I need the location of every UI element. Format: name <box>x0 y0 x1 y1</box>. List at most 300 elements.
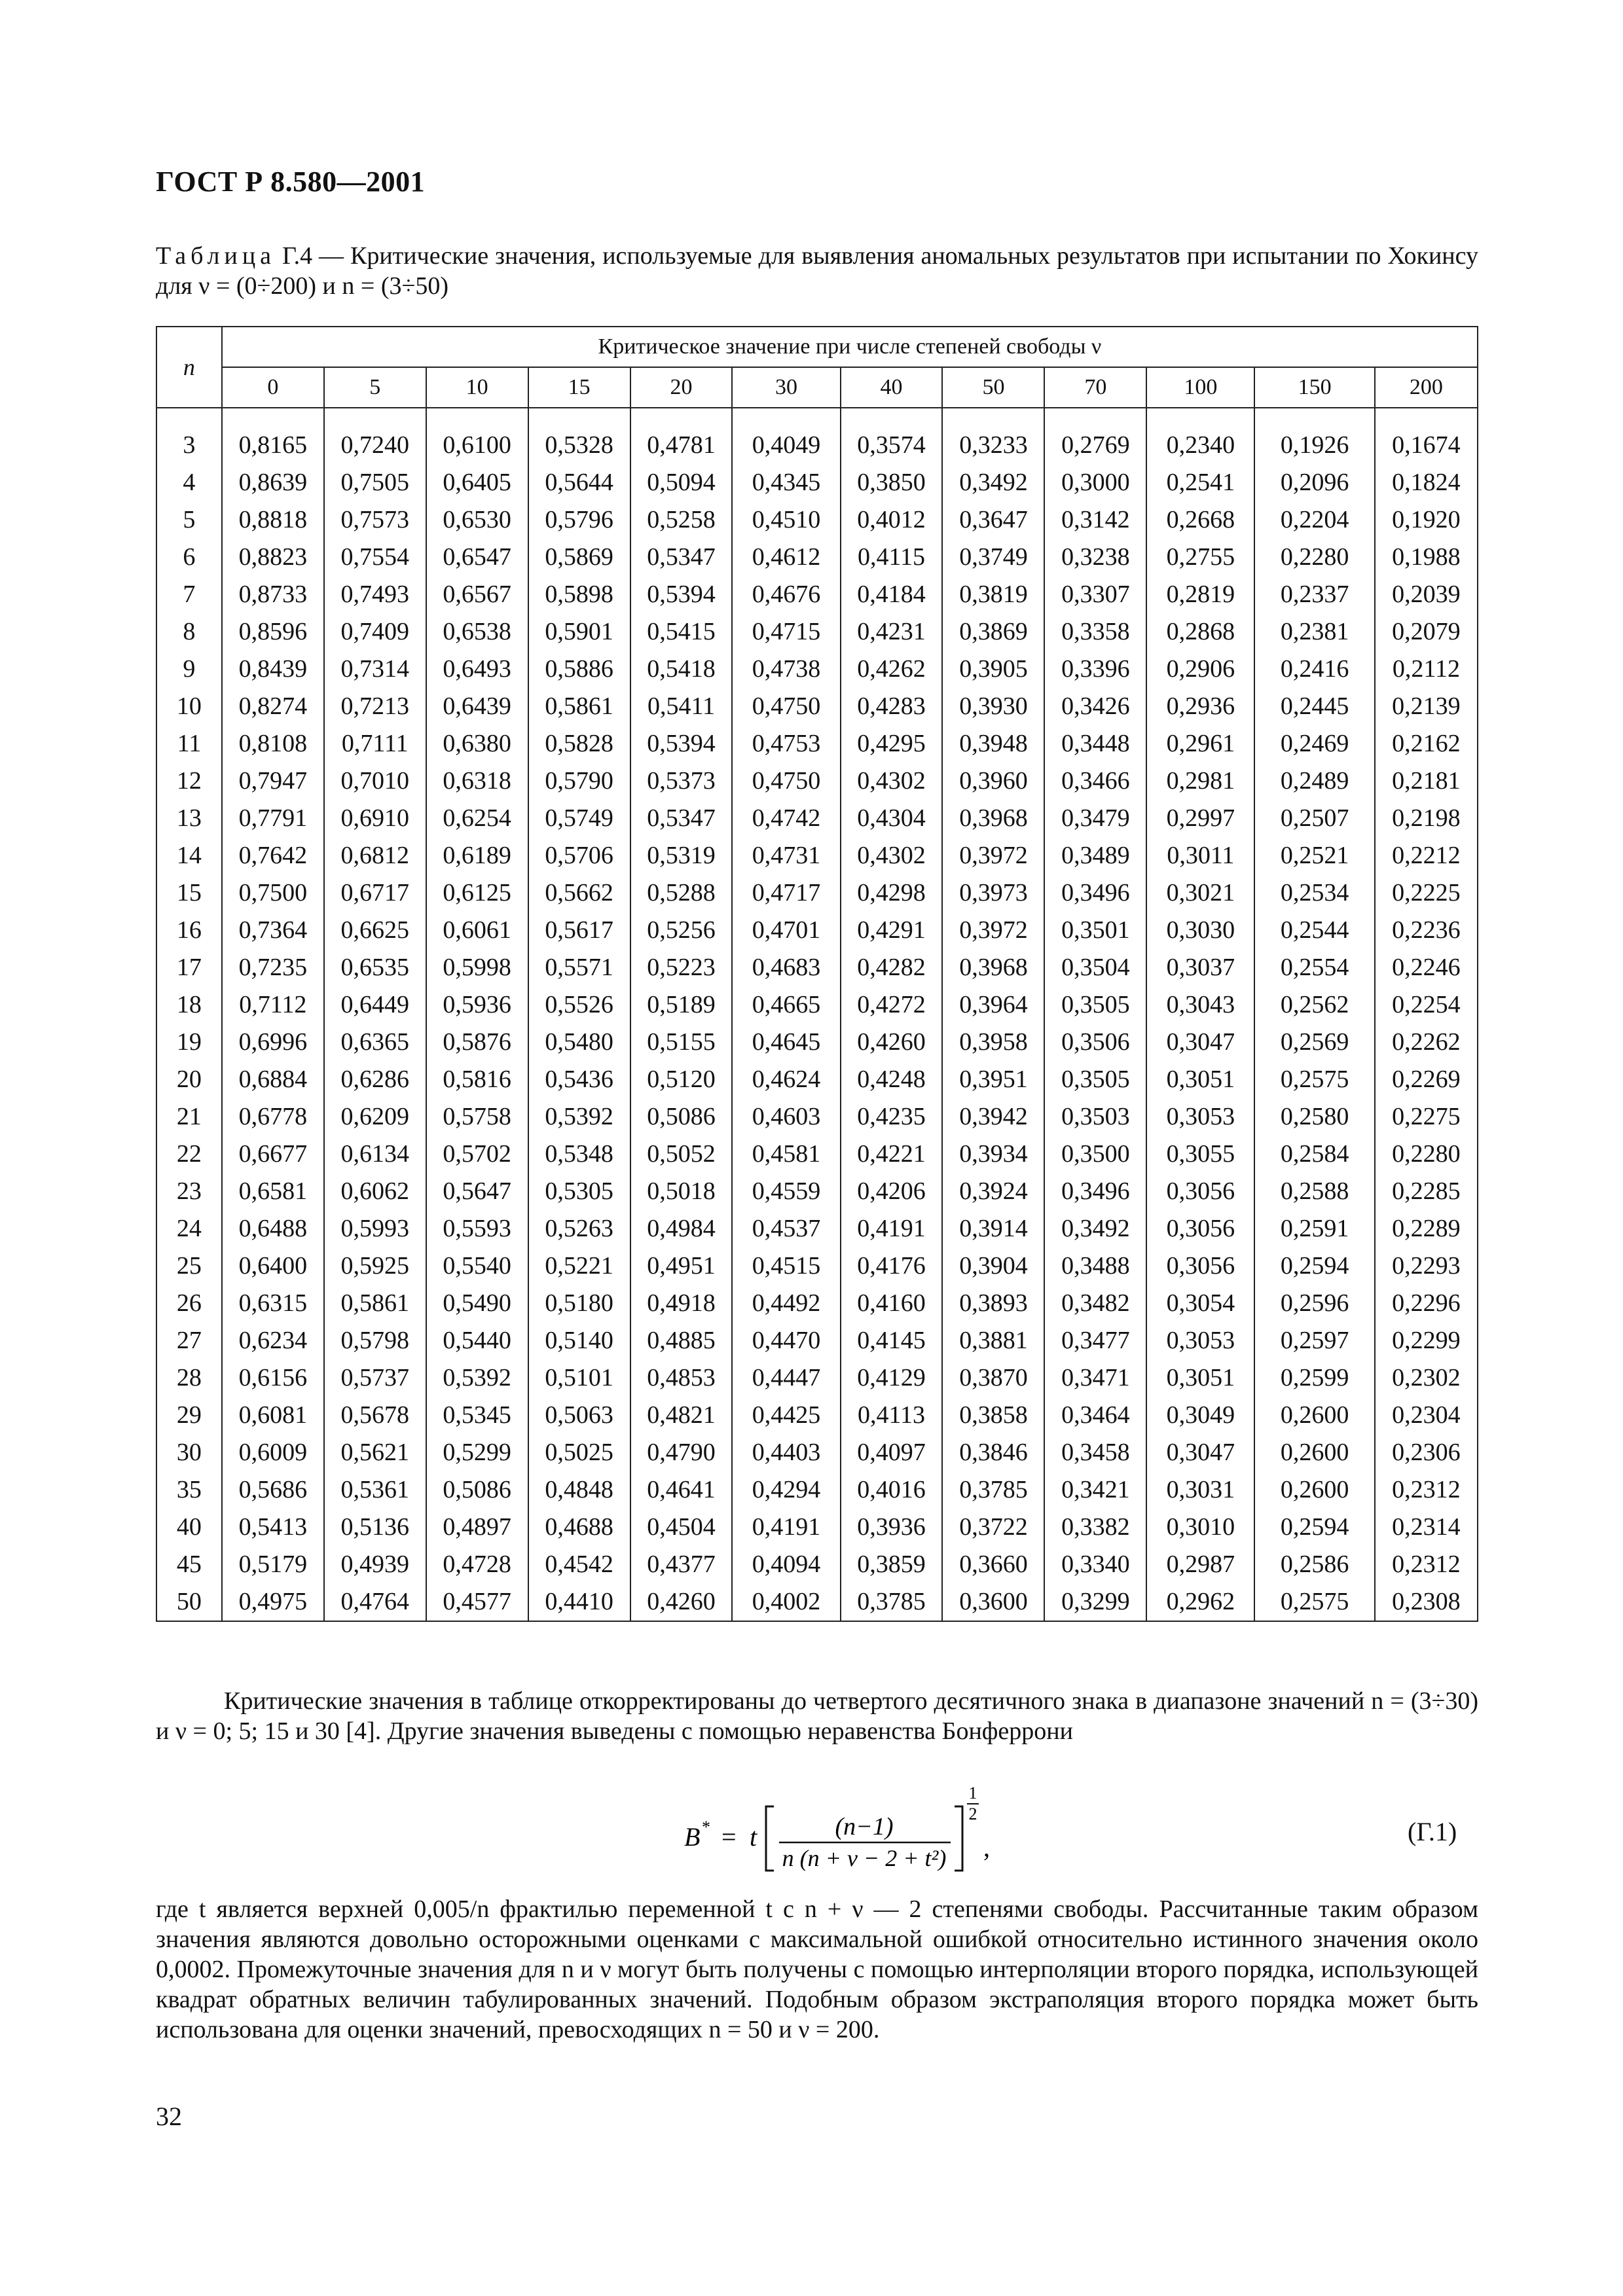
value-cell: 0,3924 <box>942 1173 1044 1210</box>
value-cell: 0,7791 <box>222 800 324 837</box>
value-cell: 0,3233 <box>942 427 1044 464</box>
value-cell: 0,4016 <box>841 1471 943 1509</box>
value-cell: 0,3505 <box>1044 986 1146 1024</box>
value-cell: 0,3936 <box>841 1509 943 1546</box>
row-n-cell: 50 <box>156 1583 222 1621</box>
value-cell: 0,7505 <box>324 464 426 501</box>
document-title: ГОСТ Р 8.580—2001 <box>156 166 426 198</box>
value-cell: 0,5094 <box>630 464 733 501</box>
value-cell: 0,2262 <box>1375 1024 1478 1061</box>
value-cell: 0,3505 <box>1044 1061 1146 1098</box>
value-cell: 0,2906 <box>1146 651 1254 688</box>
value-cell: 0,5540 <box>426 1247 528 1285</box>
value-cell: 0,5086 <box>426 1471 528 1509</box>
exponent-numerator: 1 <box>968 1784 977 1803</box>
value-cell: 0,2600 <box>1254 1397 1374 1434</box>
value-cell: 0,2586 <box>1254 1546 1374 1583</box>
value-cell: 0,5490 <box>426 1285 528 1322</box>
value-cell: 0,3600 <box>942 1583 1044 1621</box>
value-cell: 0,6318 <box>426 762 528 800</box>
value-cell: 0,4248 <box>841 1061 943 1098</box>
value-cell: 0,2296 <box>1375 1285 1478 1322</box>
value-cell: 0,3960 <box>942 762 1044 800</box>
value-cell: 0,1988 <box>1375 539 1478 576</box>
value-cell: 0,2246 <box>1375 949 1478 986</box>
value-cell: 0,3951 <box>942 1061 1044 1098</box>
value-cell: 0,5998 <box>426 949 528 986</box>
value-cell: 0,2293 <box>1375 1247 1478 1285</box>
nu-header-cell: 40 <box>841 367 943 408</box>
value-cell: 0,5140 <box>528 1322 630 1359</box>
value-cell: 0,3964 <box>942 986 1044 1024</box>
value-cell: 0,3858 <box>942 1397 1044 1434</box>
value-cell: 0,4410 <box>528 1583 630 1621</box>
value-cell: 0,5223 <box>630 949 733 986</box>
nu-header-cell: 15 <box>528 367 630 408</box>
value-cell: 0,1920 <box>1375 501 1478 539</box>
value-cell: 0,2489 <box>1254 762 1374 800</box>
value-cell: 0,5647 <box>426 1173 528 1210</box>
value-cell: 0,4753 <box>732 725 840 762</box>
value-cell: 0,2554 <box>1254 949 1374 986</box>
value-cell: 0,2302 <box>1375 1359 1478 1397</box>
value-cell: 0,7240 <box>324 427 426 464</box>
value-cell: 0,3893 <box>942 1285 1044 1322</box>
value-cell: 0,4717 <box>732 874 840 912</box>
value-cell: 0,5861 <box>324 1285 426 1322</box>
value-cell: 0,3500 <box>1044 1136 1146 1173</box>
value-cell: 0,4492 <box>732 1285 840 1322</box>
value-cell: 0,5347 <box>630 800 733 837</box>
value-cell: 0,4206 <box>841 1173 943 1210</box>
value-cell: 0,3049 <box>1146 1397 1254 1434</box>
value-cell: 0,4191 <box>732 1509 840 1546</box>
value-cell: 0,4542 <box>528 1546 630 1583</box>
value-cell: 0,3881 <box>942 1322 1044 1359</box>
value-cell: 0,4764 <box>324 1583 426 1621</box>
value-cell: 0,4184 <box>841 576 943 613</box>
formula-g1 <box>681 1779 1021 1877</box>
value-cell: 0,4160 <box>841 1285 943 1322</box>
value-cell: 0,4510 <box>732 501 840 539</box>
value-cell: 0,3054 <box>1146 1285 1254 1322</box>
value-cell: 0,4821 <box>630 1397 733 1434</box>
row-n-cell: 26 <box>156 1285 222 1322</box>
value-cell: 0,4403 <box>732 1434 840 1471</box>
value-cell: 0,5925 <box>324 1247 426 1285</box>
value-cell: 0,5816 <box>426 1061 528 1098</box>
value-cell: 0,5319 <box>630 837 733 874</box>
value-cell: 0,6996 <box>222 1024 324 1061</box>
value-cell: 0,3340 <box>1044 1546 1146 1583</box>
value-cell: 0,5798 <box>324 1322 426 1359</box>
nu-header-cell: 150 <box>1254 367 1374 408</box>
value-cell: 0,3466 <box>1044 762 1146 800</box>
table-row <box>156 1024 1478 1061</box>
value-cell: 0,6405 <box>426 464 528 501</box>
value-cell: 0,2198 <box>1375 800 1478 837</box>
value-cell: 0,5394 <box>630 576 733 613</box>
value-cell: 0,2521 <box>1254 837 1374 874</box>
value-cell: 0,4624 <box>732 1061 840 1098</box>
table-row <box>156 1359 1478 1397</box>
value-cell: 0,6884 <box>222 1061 324 1098</box>
value-cell: 0,6778 <box>222 1098 324 1136</box>
value-cell: 0,3488 <box>1044 1247 1146 1285</box>
formula-svg <box>681 1779 1021 1877</box>
value-cell: 0,7642 <box>222 837 324 874</box>
table-caption <box>156 241 1478 301</box>
value-cell: 0,2569 <box>1254 1024 1374 1061</box>
value-cell: 0,4377 <box>630 1546 733 1583</box>
table-row <box>156 1247 1478 1285</box>
value-cell: 0,4612 <box>732 539 840 576</box>
table-row <box>156 1397 1478 1434</box>
value-cell: 0,2139 <box>1375 688 1478 725</box>
value-cell: 0,2936 <box>1146 688 1254 725</box>
value-cell: 0,2584 <box>1254 1136 1374 1173</box>
value-cell: 0,3905 <box>942 651 1044 688</box>
table-row <box>156 1434 1478 1471</box>
value-cell: 0,3914 <box>942 1210 1044 1247</box>
value-cell: 0,3010 <box>1146 1509 1254 1546</box>
nu-header-cell: 70 <box>1044 367 1146 408</box>
right-bracket <box>955 1806 962 1871</box>
value-cell: 0,4951 <box>630 1247 733 1285</box>
value-cell: 0,4012 <box>841 501 943 539</box>
value-cell: 0,4302 <box>841 837 943 874</box>
value-cell: 0,2544 <box>1254 912 1374 949</box>
value-cell: 0,6625 <box>324 912 426 949</box>
value-cell: 0,7947 <box>222 762 324 800</box>
value-cell: 0,3934 <box>942 1136 1044 1173</box>
value-cell: 0,5737 <box>324 1359 426 1397</box>
table-row <box>156 1061 1478 1098</box>
value-cell: 0,6365 <box>324 1024 426 1061</box>
value-cell: 0,2961 <box>1146 725 1254 762</box>
value-cell: 0,1824 <box>1375 464 1478 501</box>
value-cell: 0,8823 <box>222 539 324 576</box>
value-cell: 0,5411 <box>630 688 733 725</box>
value-cell: 0,3307 <box>1044 576 1146 613</box>
row-n-cell: 3 <box>156 427 222 464</box>
value-cell: 0,4231 <box>841 613 943 651</box>
row-n-cell: 30 <box>156 1434 222 1471</box>
value-cell: 0,6493 <box>426 651 528 688</box>
value-cell: 0,3489 <box>1044 837 1146 874</box>
value-cell: 0,5898 <box>528 576 630 613</box>
value-cell: 0,6547 <box>426 539 528 576</box>
table-body <box>156 408 1478 1621</box>
left-bracket <box>766 1806 774 1871</box>
value-cell: 0,5305 <box>528 1173 630 1210</box>
table-row <box>156 1173 1478 1210</box>
table-row <box>156 949 1478 986</box>
value-cell: 0,6535 <box>324 949 426 986</box>
row-n-cell: 10 <box>156 688 222 725</box>
table-row <box>156 912 1478 949</box>
value-cell: 0,6717 <box>324 874 426 912</box>
paragraph-explanation: где t является верхней 0,005/n фрактилью переменной t с n + ν — 2 степенями свободы. Рассчитанные таким образом значения являются довольно осторожными оценками с максимальной ошибкой относительно истинного значения около 0,0002. Промежуточные значения для n и ν могут быть получены с помощью интерполяции второго порядка, использующей квадрат обратных величин табулированных значений. Подобным образом экстраполяция второго порядка может быть использована для оценки значений, превосходящих n = 50 и ν = 200. <box>156 1895 1478 2043</box>
row-n-cell: 5 <box>156 501 222 539</box>
nu-header-cell: 30 <box>732 367 840 408</box>
value-cell: 0,3722 <box>942 1509 1044 1546</box>
value-cell: 0,4750 <box>732 762 840 800</box>
table-row <box>156 651 1478 688</box>
value-cell: 0,4260 <box>630 1583 733 1621</box>
value-cell: 0,3859 <box>841 1546 943 1583</box>
value-cell: 0,4272 <box>841 986 943 1024</box>
value-cell: 0,2162 <box>1375 725 1478 762</box>
value-cell: 0,7500 <box>222 874 324 912</box>
value-cell: 0,4715 <box>732 613 840 651</box>
value-cell: 0,3846 <box>942 1434 1044 1471</box>
value-cell: 0,4750 <box>732 688 840 725</box>
table-row <box>156 1509 1478 1546</box>
row-n-cell: 9 <box>156 651 222 688</box>
value-cell: 0,6234 <box>222 1322 324 1359</box>
value-cell: 0,7493 <box>324 576 426 613</box>
value-cell: 0,3464 <box>1044 1397 1146 1434</box>
value-cell: 0,3479 <box>1044 800 1146 837</box>
row-n-cell: 15 <box>156 874 222 912</box>
value-cell: 0,5644 <box>528 464 630 501</box>
value-cell: 0,3948 <box>942 725 1044 762</box>
nu-header-cell: 5 <box>324 367 426 408</box>
value-cell: 0,5869 <box>528 539 630 576</box>
value-cell: 0,2591 <box>1254 1210 1374 1247</box>
value-cell: 0,2340 <box>1146 427 1254 464</box>
value-cell: 0,2469 <box>1254 725 1374 762</box>
value-cell: 0,6061 <box>426 912 528 949</box>
value-cell: 0,4097 <box>841 1434 943 1471</box>
value-cell: 0,5136 <box>324 1509 426 1546</box>
value-cell: 0,6567 <box>426 576 528 613</box>
value-cell: 0,5361 <box>324 1471 426 1509</box>
value-cell: 0,6254 <box>426 800 528 837</box>
value-cell: 0,6100 <box>426 427 528 464</box>
value-cell: 0,7364 <box>222 912 324 949</box>
value-cell: 0,2981 <box>1146 762 1254 800</box>
table-caption-label: Таблица <box>156 242 276 270</box>
value-cell: 0,5440 <box>426 1322 528 1359</box>
critical-values-table <box>156 326 1478 1622</box>
row-n-cell: 21 <box>156 1098 222 1136</box>
value-cell: 0,5571 <box>528 949 630 986</box>
value-cell: 0,3471 <box>1044 1359 1146 1397</box>
value-cell: 0,4295 <box>841 725 943 762</box>
value-cell: 0,6449 <box>324 986 426 1024</box>
value-cell: 0,7573 <box>324 501 426 539</box>
value-cell: 0,3299 <box>1044 1583 1146 1621</box>
value-cell: 0,3958 <box>942 1024 1044 1061</box>
value-cell: 0,2997 <box>1146 800 1254 837</box>
value-cell: 0,5256 <box>630 912 733 949</box>
page-number: 32 <box>156 2102 182 2131</box>
value-cell: 0,2312 <box>1375 1471 1478 1509</box>
value-cell: 0,7111 <box>324 725 426 762</box>
value-cell: 0,6380 <box>426 725 528 762</box>
table-spacer-row <box>156 408 1478 427</box>
value-cell: 0,5686 <box>222 1471 324 1509</box>
value-cell: 0,3238 <box>1044 539 1146 576</box>
row-n-cell: 6 <box>156 539 222 576</box>
value-cell: 0,2594 <box>1254 1247 1374 1285</box>
value-cell: 0,2312 <box>1375 1546 1478 1583</box>
value-cell: 0,4645 <box>732 1024 840 1061</box>
value-cell: 0,4282 <box>841 949 943 986</box>
value-cell: 0,5155 <box>630 1024 733 1061</box>
table-row <box>156 986 1478 1024</box>
value-cell: 0,8274 <box>222 688 324 725</box>
value-cell: 0,5828 <box>528 725 630 762</box>
nu-header-cell: 20 <box>630 367 733 408</box>
value-cell: 0,5993 <box>324 1210 426 1247</box>
value-cell: 0,4738 <box>732 651 840 688</box>
value-cell: 0,6812 <box>324 837 426 874</box>
row-n-cell: 24 <box>156 1210 222 1247</box>
value-cell: 0,4683 <box>732 949 840 986</box>
value-cell: 0,4897 <box>426 1509 528 1546</box>
table-row <box>156 725 1478 762</box>
value-cell: 0,3053 <box>1146 1098 1254 1136</box>
value-cell: 0,3973 <box>942 874 1044 912</box>
value-cell: 0,5347 <box>630 539 733 576</box>
value-cell: 0,5345 <box>426 1397 528 1434</box>
table-row <box>156 1583 1478 1621</box>
value-cell: 0,4470 <box>732 1322 840 1359</box>
value-cell: 0,1674 <box>1375 427 1478 464</box>
row-n-cell: 29 <box>156 1397 222 1434</box>
value-cell: 0,3504 <box>1044 949 1146 986</box>
value-cell: 0,5063 <box>528 1397 630 1434</box>
value-cell: 0,4221 <box>841 1136 943 1173</box>
value-cell: 0,5189 <box>630 986 733 1024</box>
row-n-cell: 28 <box>156 1359 222 1397</box>
value-cell: 0,6156 <box>222 1359 324 1397</box>
value-cell: 0,5086 <box>630 1098 733 1136</box>
value-cell: 0,3021 <box>1146 874 1254 912</box>
value-cell: 0,6910 <box>324 800 426 837</box>
value-cell: 0,3869 <box>942 613 1044 651</box>
value-cell: 0,4742 <box>732 800 840 837</box>
value-cell: 0,5394 <box>630 725 733 762</box>
value-cell: 0,4302 <box>841 762 943 800</box>
n-column-header: n <box>156 327 222 408</box>
value-cell: 0,2668 <box>1146 501 1254 539</box>
value-cell: 0,4577 <box>426 1583 528 1621</box>
value-cell: 0,3051 <box>1146 1061 1254 1098</box>
table-row <box>156 501 1478 539</box>
value-cell: 0,2562 <box>1254 986 1374 1024</box>
value-cell: 0,4603 <box>732 1098 840 1136</box>
table-row <box>156 1098 1478 1136</box>
table-row <box>156 762 1478 800</box>
value-cell: 0,5221 <box>528 1247 630 1285</box>
value-cell: 0,2580 <box>1254 1098 1374 1136</box>
value-cell: 0,6538 <box>426 613 528 651</box>
value-cell: 0,3000 <box>1044 464 1146 501</box>
value-cell: 0,4984 <box>630 1210 733 1247</box>
value-cell: 0,3819 <box>942 576 1044 613</box>
value-cell: 0,2304 <box>1375 1397 1478 1434</box>
value-cell: 0,5936 <box>426 986 528 1024</box>
value-cell: 0,6209 <box>324 1098 426 1136</box>
row-n-cell: 16 <box>156 912 222 949</box>
value-cell: 0,2181 <box>1375 762 1478 800</box>
value-cell: 0,4731 <box>732 837 840 874</box>
value-cell: 0,3037 <box>1146 949 1254 986</box>
row-n-cell: 4 <box>156 464 222 501</box>
nu-header-row <box>156 367 1478 408</box>
value-cell: 0,3421 <box>1044 1471 1146 1509</box>
value-cell: 0,7409 <box>324 613 426 651</box>
value-cell: 0,4581 <box>732 1136 840 1173</box>
row-n-cell: 35 <box>156 1471 222 1509</box>
row-n-cell: 45 <box>156 1546 222 1583</box>
exponent-denominator: 2 <box>968 1804 977 1823</box>
value-cell: 0,5392 <box>426 1359 528 1397</box>
table-row <box>156 800 1478 837</box>
value-cell: 0,3031 <box>1146 1471 1254 1509</box>
value-cell: 0,5263 <box>528 1210 630 1247</box>
value-cell: 0,3382 <box>1044 1509 1146 1546</box>
value-cell: 0,6286 <box>324 1061 426 1098</box>
value-cell: 0,4641 <box>630 1471 733 1509</box>
value-cell: 0,4504 <box>630 1509 733 1546</box>
value-cell: 0,4688 <box>528 1509 630 1546</box>
formula-lhs: B <box>684 1822 701 1852</box>
value-cell: 0,3047 <box>1146 1434 1254 1471</box>
value-cell: 0,4002 <box>732 1583 840 1621</box>
value-cell: 0,3056 <box>1146 1173 1254 1210</box>
value-cell: 0,2112 <box>1375 651 1478 688</box>
value-cell: 0,4235 <box>841 1098 943 1136</box>
value-cell: 0,2275 <box>1375 1098 1478 1136</box>
value-cell: 0,7314 <box>324 651 426 688</box>
value-cell: 0,2204 <box>1254 501 1374 539</box>
value-cell: 0,2769 <box>1044 427 1146 464</box>
value-cell: 0,6009 <box>222 1434 324 1471</box>
value-cell: 0,6134 <box>324 1136 426 1173</box>
table-row <box>156 1322 1478 1359</box>
table-row <box>156 576 1478 613</box>
value-cell: 0,3850 <box>841 464 943 501</box>
value-cell: 0,2308 <box>1375 1583 1478 1621</box>
value-cell: 0,2541 <box>1146 464 1254 501</box>
value-cell: 0,2445 <box>1254 688 1374 725</box>
value-cell: 0,3482 <box>1044 1285 1146 1322</box>
value-cell: 0,6581 <box>222 1173 324 1210</box>
value-cell: 0,3785 <box>942 1471 1044 1509</box>
nu-header-cell: 0 <box>222 367 324 408</box>
value-cell: 0,3051 <box>1146 1359 1254 1397</box>
value-cell: 0,2337 <box>1254 576 1374 613</box>
value-cell: 0,2299 <box>1375 1322 1478 1359</box>
value-cell: 0,4094 <box>732 1546 840 1583</box>
value-cell: 0,5758 <box>426 1098 528 1136</box>
value-cell: 0,6125 <box>426 874 528 912</box>
formula-eq: = <box>721 1822 737 1852</box>
value-cell: 0,3503 <box>1044 1098 1146 1136</box>
value-cell: 0,2416 <box>1254 651 1374 688</box>
value-cell: 0,3477 <box>1044 1322 1146 1359</box>
value-cell: 0,3043 <box>1146 986 1254 1024</box>
table-row <box>156 1471 1478 1509</box>
value-cell: 0,2534 <box>1254 874 1374 912</box>
value-cell: 0,4262 <box>841 651 943 688</box>
value-cell: 0,3785 <box>841 1583 943 1621</box>
